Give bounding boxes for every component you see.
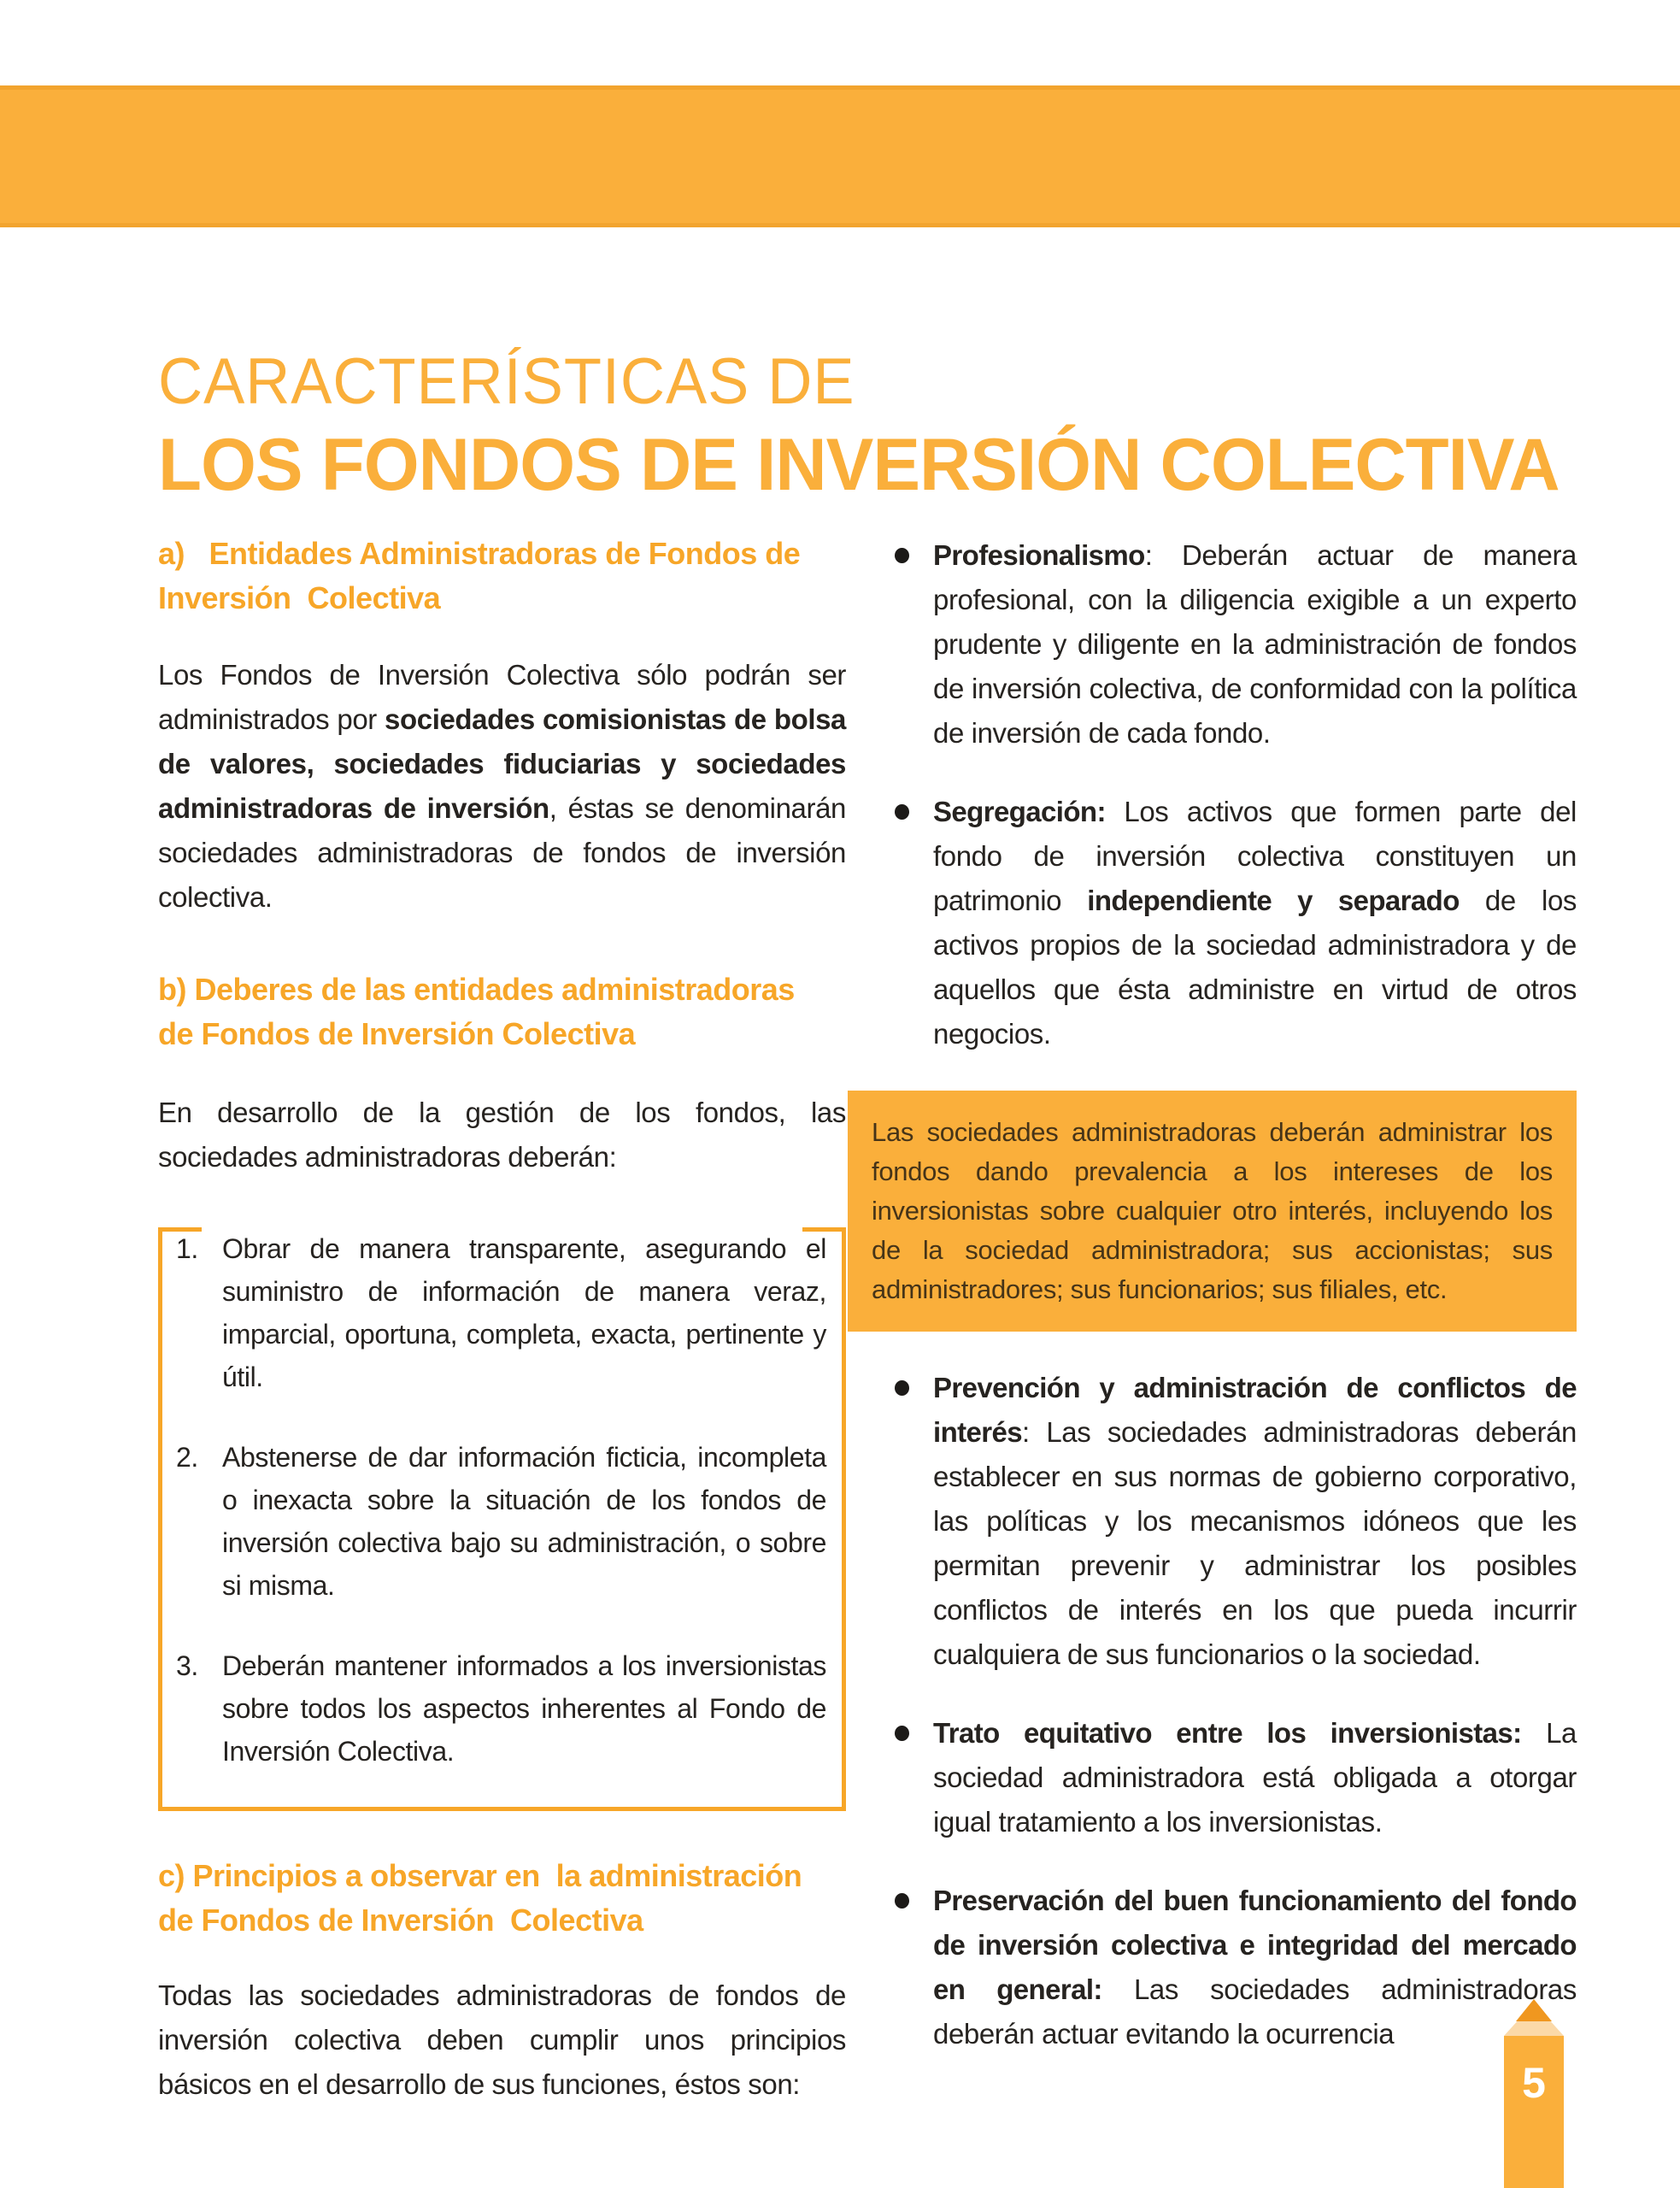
right-column <box>872 532 1577 2056</box>
page-number: 5 <box>1522 2059 1546 2107</box>
section-a-paragraph-text-2: , éstas se denominarán sociedades administradoras de fondos de inversión colectiva. <box>158 792 846 913</box>
list-item <box>176 1644 826 1773</box>
bullet-marker-icon <box>895 548 909 563</box>
section-c-heading <box>158 1854 846 1943</box>
section-a-paragraph-text: Los Fondos de Inversión Colectiva sólo podrán ser administrados por <box>158 659 846 735</box>
list-item-number: 2. <box>176 1442 198 1473</box>
section-b-heading-line-1: b) Deberes de las entidades administradoras <box>158 972 795 1007</box>
bullet-marker-icon <box>895 1726 909 1741</box>
two-column-body <box>158 532 1577 2107</box>
list-item <box>176 1227 826 1398</box>
section-b-heading <box>158 968 846 1056</box>
list-item <box>176 1436 826 1607</box>
bullet-item-profesionalismo <box>890 533 1577 756</box>
bullet-marker-icon <box>895 1893 909 1909</box>
left-column <box>158 532 846 2107</box>
list-item-number: 1. <box>176 1233 198 1264</box>
section-c-heading-line-2: de Fondos de Inversión Colectiva <box>158 1903 643 1938</box>
bullet-text: Prevención y administración de conflictos de interés: Las sociedades administradoras deberán establecer en sus normas de gobierno corporativo, las políticas y los mecanismos idóneos que les permitan prevenir y administrar los posibles conflictos de interés en los que pueda incurrir cualquiera de sus funcionarios o la sociedad. <box>933 1372 1577 1670</box>
bullet-item-prevencion <box>890 1366 1577 1677</box>
bullet-text: Preservación del buen funcionamiento del fondo de inversión colectiva e integridad del mercado en general: Las sociedades administradoras deberán actuar evitando la ocurrencia <box>933 1885 1577 2050</box>
bullet-marker-icon <box>895 804 909 820</box>
list-item-text: Abstenerse de dar información ficticia, incompleta o inexacta sobre la situación de los fondos de inversión colectiva bajo su administración, o sobre si misma. <box>222 1442 826 1601</box>
bullet-item-preservacion <box>890 1879 1577 2056</box>
pencil-wood-band <box>1504 2021 1564 2036</box>
section-b-heading-line-2: de Fondos de Inversión Colectiva <box>158 1016 636 1051</box>
bullet-text: Trato equitativo entre los inversionistas: La sociedad administradora está obligada a otorgar igual tratamiento a los inversionistas. <box>933 1717 1577 1838</box>
pencil-page-marker <box>1504 1999 1564 2188</box>
bullet-item-segregacion <box>890 790 1577 1056</box>
section-c-heading-line-1: c) Principios a observar en la administración <box>158 1858 802 1893</box>
top-accent-band <box>0 85 1680 227</box>
pencil-body <box>1504 2036 1564 2188</box>
section-a-heading-line-2: Inversión Colectiva <box>158 580 441 615</box>
section-c-paragraph: Todas las sociedades administradoras de fondos de inversión colectiva deben cumplir unos principios básicos en el desarrollo de sus funciones, éstos son: <box>158 1979 846 2100</box>
pencil-tip-icon <box>1516 1999 1552 2021</box>
section-a-paragraph-bold: sociedades comisionistas de bolsa de valores, sociedades fiduciarias y sociedades administradoras de inversión <box>158 703 847 824</box>
highlight-box: Las sociedades administradoras deberán administrar los fondos dando prevalencia a los intereses de los inversionistas sobre cualquier otro interés, incluyendo los de la sociedad administradora; sus accionistas; sus administradores; sus funcionarios; sus filiales, etc. <box>848 1091 1577 1332</box>
list-item-text: Deberán mantener informados a los inversionistas sobre todos los aspectos inherentes al Fondo de Inversión Colectiva. <box>222 1650 826 1767</box>
section-a-heading-line-1: a) Entidades Administradoras de Fondos de <box>158 536 801 571</box>
page-title <box>158 342 1611 508</box>
section-b-intro: En desarrollo de la gestión de los fondos, las sociedades administradoras deberán: <box>158 1097 846 1173</box>
section-a-heading <box>158 532 846 621</box>
list-item-text: Obrar de manera transparente, asegurando el suministro de información de manera veraz, imparcial, oportuna, completa, exacta, pertinente y útil. <box>222 1233 826 1392</box>
bullet-text: Segregación: Los activos que formen parte del fondo de inversión colectiva constituyen un patrimonio independiente y separado de los activos propios de la sociedad administradora y de aquellos que ésta administre en virtud de otros negocios. <box>933 796 1577 1050</box>
page-title-line-2: LOS FONDOS DE INVERSIÓN COLECTIVA <box>158 424 1560 506</box>
list-item-number: 3. <box>176 1650 198 1681</box>
numbered-list-box <box>158 1227 846 1811</box>
bullet-marker-icon <box>895 1380 909 1396</box>
page-title-line-1: CARACTERÍSTICAS DE <box>158 345 855 418</box>
bullet-text: Profesionalismo: Deberán actuar de manera profesional, con la diligencia exigible a un experto prudente y diligente en la administración de fondos de inversión colectiva, de conformidad con la política de inversión de cada fondo. <box>933 539 1577 749</box>
section-a-paragraph <box>158 653 846 920</box>
bullet-item-trato-equitativo <box>890 1711 1577 1844</box>
